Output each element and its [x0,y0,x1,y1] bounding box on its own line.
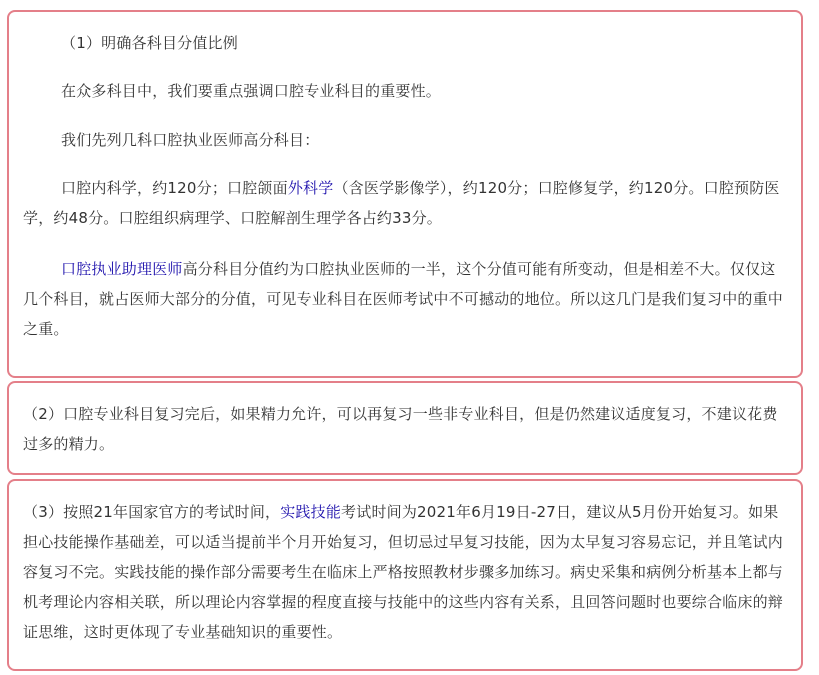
text-span: 考试时间为2021年6月19日-27日，建议从5月份开始复习。如果担心技能操作基础差，可以适当提前半个月开始复习，但切忌过早复习技能，因为太早复习容易忘记，并且笔试内容复习不完。实践技能的操作部分需要考生在临床上严格按照教材步骤多加练习。病史采集和病例分析基本上都与机考理论内容相关联，所以理论内容掌握的程度直接与技能中的这些内容有关系，且回答问题时也要综合临床的辩证思维，这时更体现了专业基础知识的重要性。 [23,503,784,641]
surgery-link[interactable]: 外科学 [287,179,334,197]
paragraph [23,254,785,344]
text-span: 口腔内科学，约120分；口腔颌面 [61,179,288,197]
text-span: 高分科目分值约为口腔执业医师的一半，这个分值可能有所变动，但是相差不大。仅仅这几个科目，就占医师大部分的分值，可见专业科目在医师考试中不可撼动的地位。所以这几门是我们复习中的重中之重。 [23,260,784,338]
section-box-3 [7,479,803,671]
section-box-1 [7,10,803,378]
paragraph [23,497,785,647]
practical-skills-link[interactable]: 实践技能 [280,503,342,521]
paragraph: 我们先列几科口腔执业医师高分科目： [61,131,320,149]
paragraph [23,173,785,233]
paragraph: 在众多科目中，我们要重点强调口腔专业科目的重要性。 [61,82,442,100]
text-span: （含医学影像学），约120分；口腔修复学，约120分。口腔预防医学，约48分。口腔组织病理学、口腔解剖生理学各占约33分。 [23,179,780,227]
section-heading-1: （1）明确各科目分值比例 [61,34,238,52]
text-span: （3）按照21年国家官方的考试时间， [23,503,281,521]
paragraph: （2）口腔专业科目复习完后，如果精力允许，可以再复习一些非专业科目，但是仍然建议适度复习，不建议花费过多的精力。 [23,405,778,453]
assistant-physician-link[interactable]: 口腔执业助理医师 [61,260,183,278]
section-box-2 [7,381,803,475]
